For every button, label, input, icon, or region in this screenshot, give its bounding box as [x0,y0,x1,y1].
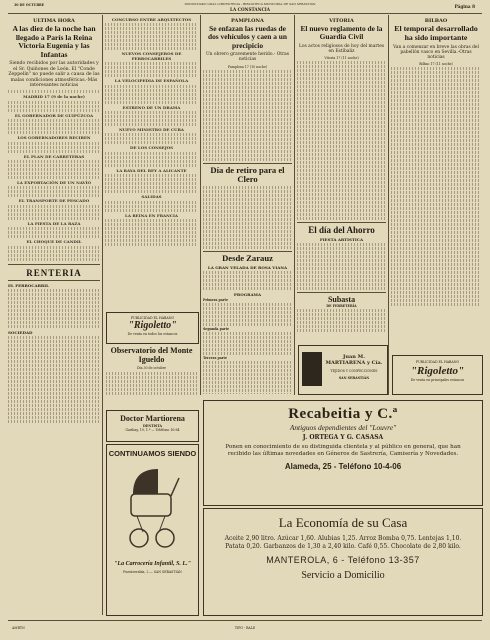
item-heading: MADRID 17 (9 de la noche) [23,94,85,100]
item-heading: SOCIEDAD [8,329,33,335]
footer-rule [8,620,482,621]
column-divider [102,15,103,615]
masthead-credit: DONOSTIAKO UDAL LIBURUTEGIA - BIBLIOTECA MUNICIPAL DE SAN SEBASTIÁN [184,2,316,6]
item-heading: EL TRANSPORTE DE PESCADO [18,198,90,204]
item-heading: LA GRAN VELADA DE ROSA VIANA [207,265,288,271]
body-text [8,101,100,104]
body-text [105,62,198,65]
deck: Día 30 de octubre [137,366,166,370]
dateline: Bilbao 17 (11 noche) [419,62,453,67]
body-text [105,85,198,88]
item-heading: EL GOBERNADOR DE GUIPÚZCOA [14,112,94,118]
list-heading: Segunda parte [203,327,230,332]
section-title: PAMPLONA [231,18,264,24]
body-text [8,205,100,208]
body-text [105,133,198,136]
body-text [203,303,292,306]
item-heading: LA EXPORTACIÓN DE UN NAVÍO [16,180,92,186]
headline: El nuevo reglamento de la Guardia Civil [300,24,383,42]
ad-address: Alameda, 25 - Teléfono 10-4-06 [284,461,402,471]
column-divider [388,15,389,395]
headline: Desde Zarauz [222,252,273,263]
item-heading: DE LOS CONSEJOS [129,145,173,151]
body-text [8,142,100,145]
column-3 [203,16,292,394]
ad-line: SAN SEBASTIÁN [338,376,370,380]
body-text [8,160,100,163]
ad-brand: "Rigoletto" [128,320,177,331]
column-divider [200,15,201,395]
body-text [203,332,292,335]
masthead-paper: LA CONSTANCIA [230,7,270,12]
ad-top-line: PUBLICIDAD EL HABANO [130,316,175,320]
recabeitia-ad [203,400,483,506]
headline: Subasta [327,295,356,305]
section-title: RENTERIA [26,267,82,278]
ad-title: Doctor Martiorena [120,414,185,423]
body-text [105,23,198,26]
dateline: Pamplona 17 (10 noche) [227,64,268,69]
item-heading: NUEVO MINISTRO DE CUBA [118,127,185,133]
item-heading: PROGRAMA [233,292,262,298]
item-heading: DE FERRETERÍA [326,304,357,309]
observatorio-article [106,346,197,406]
rigoletto-ad [106,312,199,344]
item-heading: CONCURSO ENTRE ARQUITECTOS [111,17,192,22]
item-heading: EL CHOQUE DE CANDIL [26,239,82,245]
ad-top-line: PUBLICIDAD EL HABANO [415,360,460,364]
headline: Día de retiro para el Clero [210,164,285,185]
body-text [105,201,198,204]
pram-illustration [123,464,183,554]
body-text [8,119,100,122]
ad-line: TEJIDOS Y CONFECCIONES [330,369,378,373]
item-heading: SALIDAS [141,194,162,200]
martiarena-ad [298,345,388,395]
column-divider [294,15,295,395]
ad-note: De venta en principales estancos [410,378,465,382]
column-4 [297,16,386,394]
item-heading: LA REINA EN FRANCIA [125,212,178,218]
body-text [203,271,292,274]
item-heading: ESTRENO DE UN DRAMA [122,104,181,110]
carroceria-ad [106,444,199,616]
masthead-page-label: Página 8 [454,4,475,9]
body-text [105,111,198,114]
rigoletto-ad [392,355,483,395]
masthead-date: 30 DE OCTUBRE [14,3,45,7]
ad-title: CONTINUAMOS SIENDO [108,449,197,458]
body-text [105,152,198,155]
body-text [106,372,197,375]
item-heading: LA RAYA DEL REY A ALICANTE [116,167,187,173]
ad-footer: Servicio a Domicilio [301,570,385,581]
item-heading: EL FERROCARRIL [8,282,49,288]
item-heading: LA VELOCIPEDIA DE ESPAÑOLA [114,78,189,84]
ad-name: "La Carrocería Infantil, S. L." [114,561,191,567]
deck: Un obrero gravemente herido.- Otras noticias [205,52,290,63]
item-heading: LOS GOBERNADORES RECIBEN [17,135,91,141]
footer-right: TIPO - BALE [234,626,256,630]
column-1 [8,16,100,626]
section-title: VITORIA [329,18,354,24]
footer-left: AMRTN [12,626,25,630]
ad-name: Juan M. MARTIARENA y Cía. [325,354,383,366]
ad-owner: J. ORTEGA Y G. CASASA [302,434,384,441]
headline: A las diez de la noche han llegado a París la Reina Victoria Eugenia y las Infantas [12,24,96,59]
body-text [8,227,100,230]
headline: El temporal desarrollado ha sido importante [394,24,478,42]
rule-ornament [8,90,100,93]
headline: Observatorio del Monte Igueldo [110,346,193,364]
ad-line: Garibay, 19, 1.º — Teléfono 16-84 [125,428,180,432]
item-heading: LA FIESTA DE LA RAZA [27,220,81,226]
deck: Siendo recibidos por las autoridades y el Sr. Quiñones de León. El "Conde Zeppelín" no puede salir a causa de las malas condiciones atmosféricas.-Más interesantes noticias [8,61,100,88]
body-text [203,70,292,73]
body-text [8,186,100,189]
body-text [105,219,198,222]
list-heading: Tercera parte [203,356,228,361]
column-5 [391,16,481,394]
body-text [203,361,292,364]
item-heading: NUEVOS CONSEJEROS DE FERROCARRILES [121,51,182,61]
deck: Van a comenzar en breve las obras del pabellón vasco en Sevilla.-Otras noticias [393,44,479,60]
ad-line: DENTISTA [143,424,162,428]
body-text [297,309,386,312]
ad-note: De venta en todos los estancos [127,332,178,336]
dentist-ad [106,410,199,442]
body-text [8,246,100,249]
body-text [297,61,386,64]
ad-prices: Aceite 2,90 litro. Azúcar 1,60. Alubias 1,25. Arroz Bomba 0,75. Lentejas 1,10. Patata 0,20. Garbanzos de 1,30 a 2,40 kilo. Café 0,55. Chocolate de 2,80 kilo. [224,535,462,550]
ad-name: Recabeitia y C.ª [288,406,398,422]
body-text [391,67,481,70]
item-heading: FIESTA ARTISTICA [319,237,364,243]
section-title: ULTIMA HORA [33,18,75,24]
dateline: Vitoria 17 (11 noche) [324,56,359,61]
ad-title: La Economía de su Casa [278,515,408,530]
item-heading: EL PLAN DE CARRETERAS [23,153,85,159]
ad-address: MANTEROLA, 6 - Teléfono 13-357 [266,555,420,565]
economia-ad [203,508,483,616]
headline: El día del Ahorro [308,225,375,236]
body-text [8,336,100,339]
ad-brand: "Rigoletto" [410,365,465,377]
body-text [297,243,386,246]
body-text [8,289,100,292]
list-heading: Primera parte [203,298,229,303]
body-text [203,186,292,189]
section-title: BILBAO [424,18,448,24]
masthead-rule [8,13,482,14]
headline: Se enfazan las ruedas de dos vehículos y caen a un precipicio [207,24,288,50]
deck: Los actos religiosos de hoy del martes en Estíbaliz [298,43,385,55]
ad-description: Ponen en conocimiento de su distinguida clientela y al público en general, que han recibido las últimas novedades en Géneros de Sastrería, Camisería y Novedades. [225,444,461,458]
ad-address: Fuenterrabía, 2 — SAN SEBASTIÁN [123,570,182,574]
ad-emblem [302,352,322,386]
ad-subtitle: Antiguos dependientes del "Louvre" [289,423,397,432]
body-text [105,174,198,177]
